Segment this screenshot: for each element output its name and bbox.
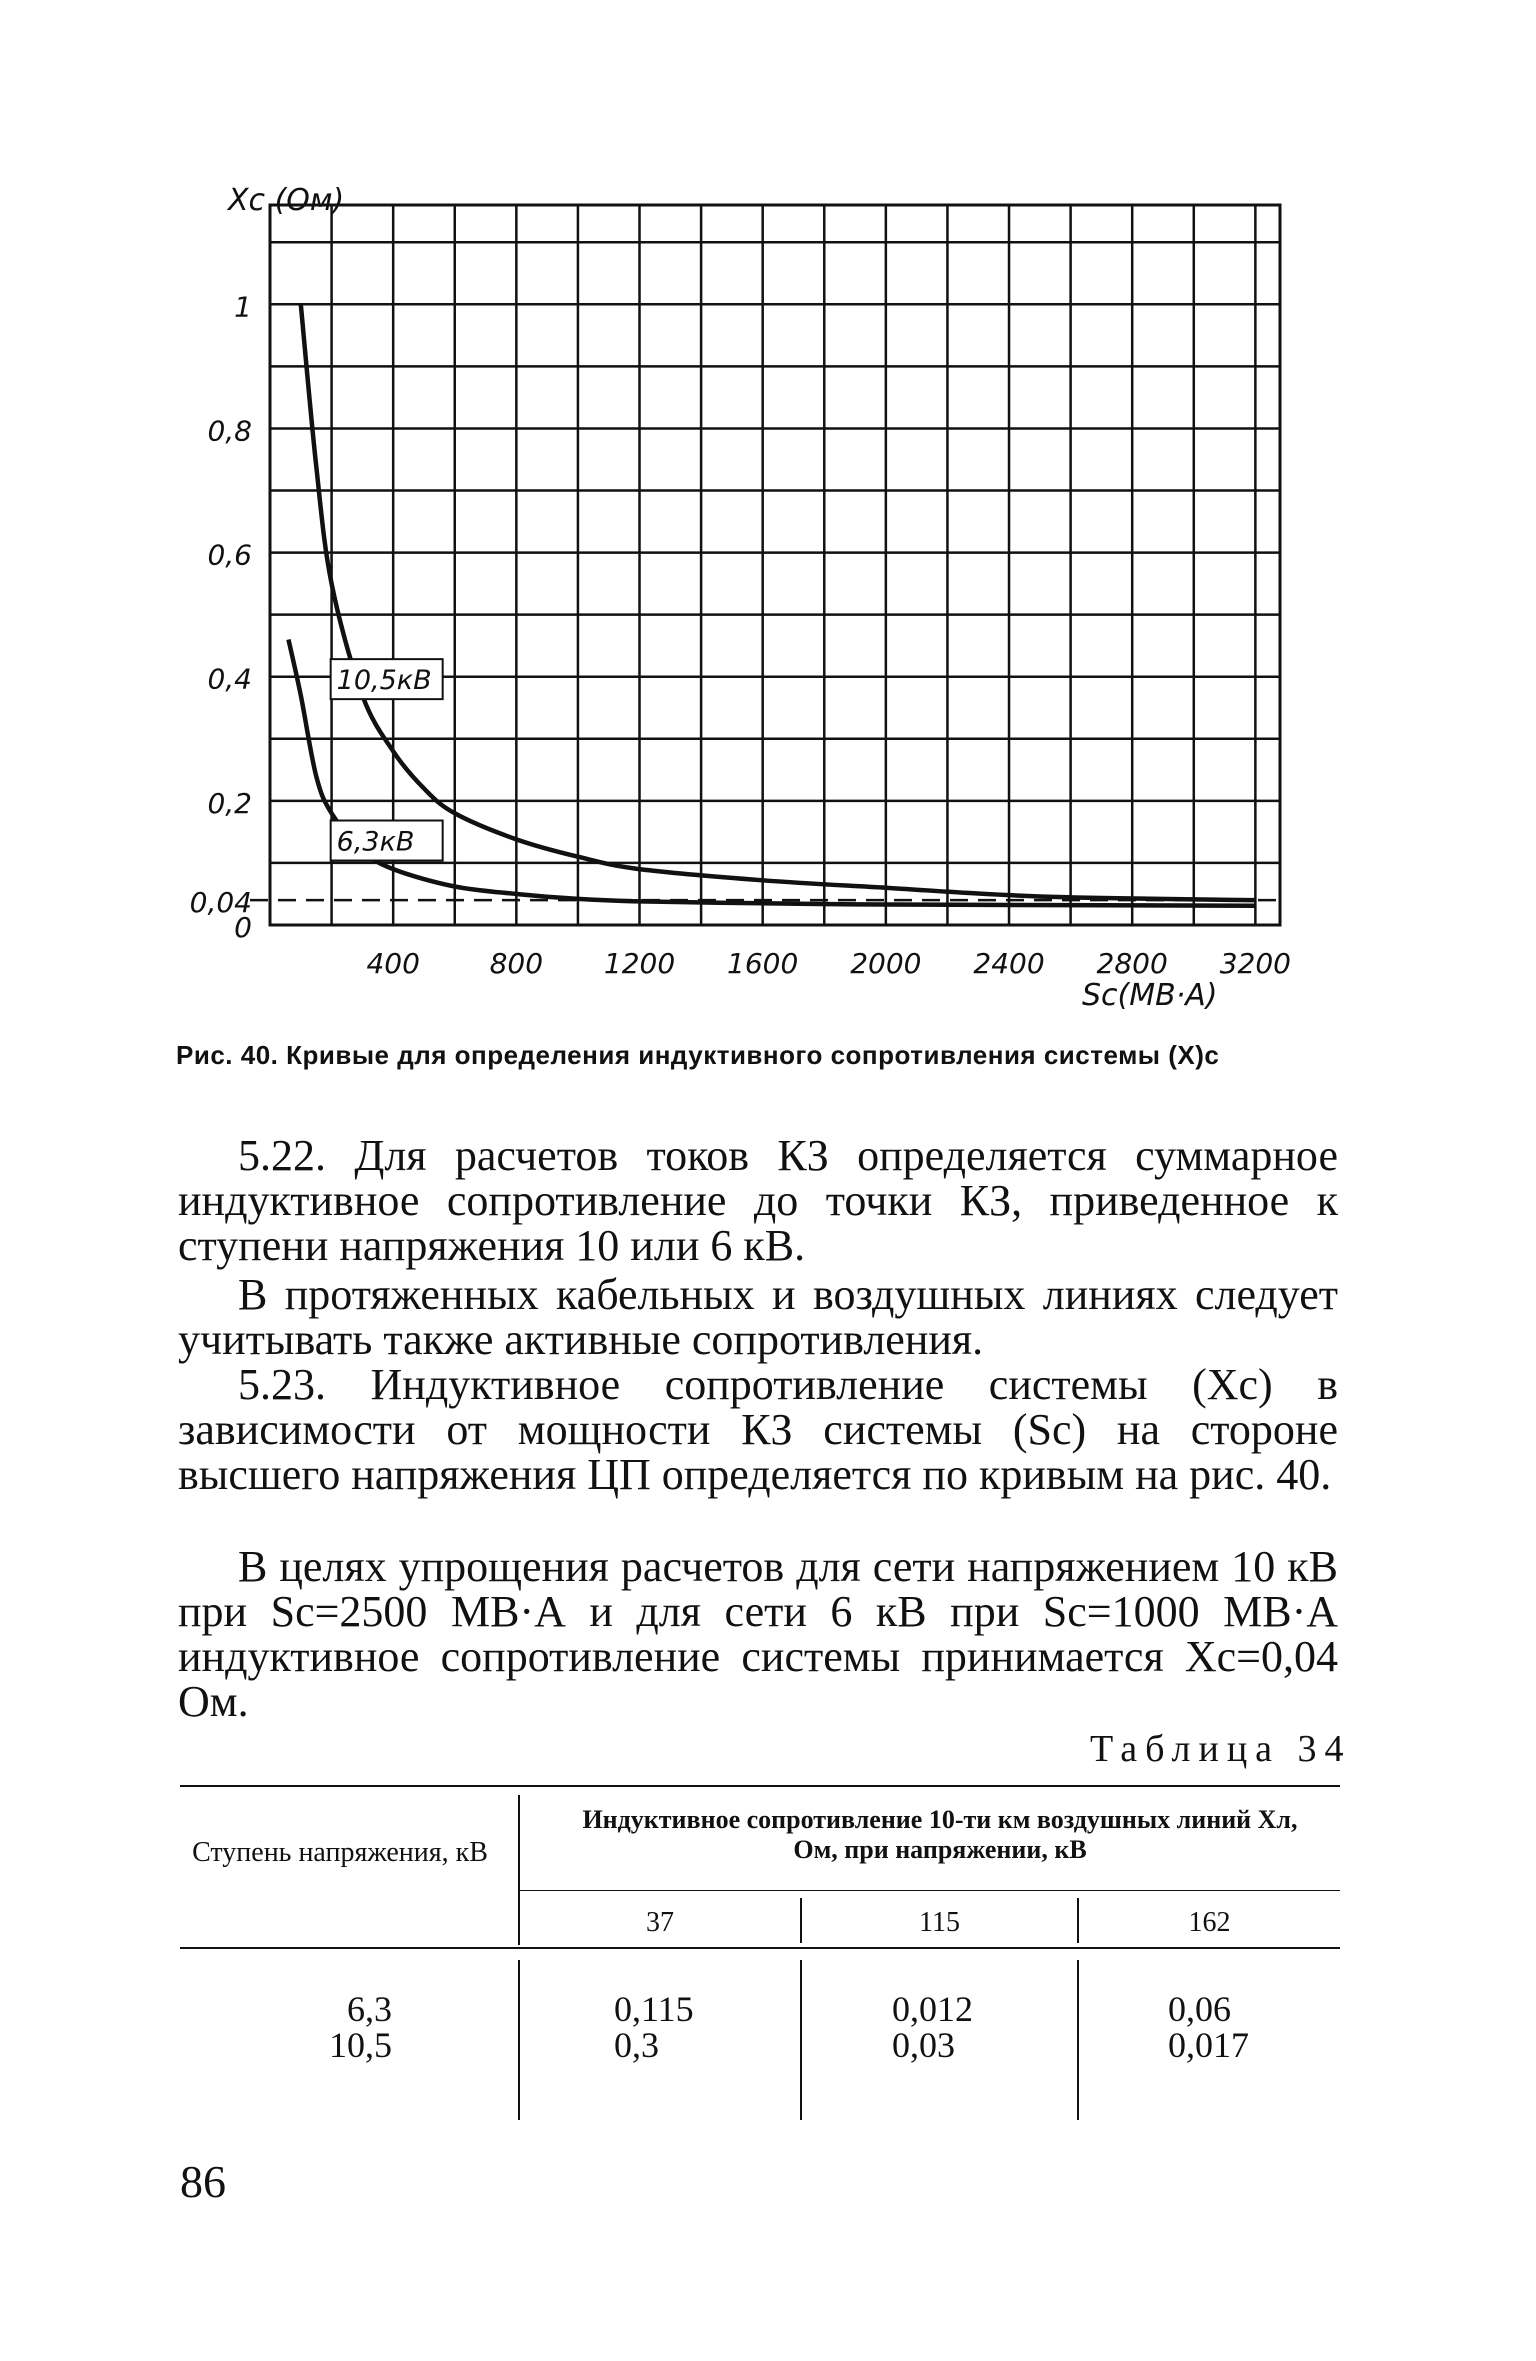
table-group-header: Индуктивное сопротивление 10-ти км воздушных линий Xл, Ом, при напряжении, кВ	[582, 1805, 1298, 1864]
series-label: 6,3кВ	[336, 826, 415, 858]
chart-curves	[288, 304, 1255, 905]
x-tick-label: 1200	[603, 947, 676, 980]
plot-frame	[270, 205, 1280, 925]
series-line-0	[301, 304, 1256, 900]
x-tick-label: 2000	[850, 947, 922, 980]
table-top-rule	[180, 1785, 1340, 1787]
table-col-rule	[518, 1960, 520, 2120]
table-col-rule	[1077, 1960, 1079, 2120]
page-number: 86	[180, 2156, 226, 2207]
table-cell-value: 0,012	[892, 1989, 973, 2029]
x-tick-label: 1600	[727, 947, 799, 980]
table-header-rule	[180, 1947, 1340, 1949]
x-axis-label: Sc(МВ·А)	[1082, 978, 1218, 1013]
paragraph-4: В целях упрощения расчетов для сети напряжением 10 кВ при Sс=2500 МВ·А и для сети 6 кВ при Sс=1000 МВ·А индуктивное сопротивление системы принимается Xс=0,04 Ом.	[178, 1542, 1338, 1726]
table-subheader-rule	[520, 1890, 1340, 1891]
paragraph-2: В протяженных кабельных и воздушных линиях следует учитывать также активные сопротивления.	[178, 1270, 1338, 1364]
table-header-voltage-37: 37	[646, 1907, 674, 1938]
table-cell-value: 0,3	[614, 2025, 659, 2065]
table-header-voltage-162: 162	[1188, 1907, 1231, 1938]
x-tick-label: 800	[489, 947, 544, 980]
y-tick-label: 0,4	[207, 662, 252, 696]
y-axis-label: Xc (Ом)	[228, 183, 345, 218]
x-tick-label: 400	[366, 947, 420, 980]
chart-grid	[270, 205, 1280, 925]
x-tick-labels	[366, 947, 1291, 980]
series-label: 10,5кВ	[336, 665, 432, 697]
table-col-header-step: Ступень напряжения, кВ	[192, 1837, 488, 1868]
table-cell-value: 0,06	[1168, 1989, 1231, 2029]
table-cell-value: 0,03	[892, 2025, 955, 2065]
table-title: Таблица 34	[1090, 1728, 1352, 1770]
y-tick-label: 1	[234, 290, 252, 324]
table-cell-value: 0,115	[614, 1989, 694, 2029]
y-tick-label: 0,2	[207, 786, 252, 820]
figure-caption: Рис. 40. Кривые для определения индуктивного сопротивления системы (X)с	[176, 1040, 1220, 1070]
y-tick-labels	[190, 290, 252, 944]
paragraph-3: 5.23. Индуктивное сопротивление системы (Xс) в зависимости от мощности КЗ системы (Sс) на стороне высшего напряжения ЦП определяется по кривым на рис. 40.	[178, 1360, 1338, 1499]
x-tick-label: 2800	[1096, 947, 1168, 980]
y-tick-label: 0,8	[207, 414, 252, 448]
paragraph-1: 5.22. Для расчетов токов КЗ определяется суммарное индуктивное сопротивление до точки КЗ, приведенное к ступени напряжения 10 или 6 кВ.	[178, 1131, 1338, 1270]
table-col-rule	[800, 1960, 802, 2120]
y-tick-label: 0	[234, 911, 252, 944]
table-cell-value: 0,017	[1168, 2025, 1249, 2065]
table-header-voltage-115: 115	[919, 1907, 960, 1938]
y-tick-label: 0,6	[207, 538, 252, 572]
series-labels	[331, 659, 443, 860]
table-cell-step: 10,5	[329, 2025, 392, 2065]
table-cell-step: 6,3	[347, 1989, 392, 2029]
x-tick-label: 2400	[973, 947, 1045, 980]
chart	[0, 0, 1536, 1040]
x-tick-label: 3200	[1219, 947, 1291, 980]
y-tick-label: 0,04	[189, 886, 252, 920]
